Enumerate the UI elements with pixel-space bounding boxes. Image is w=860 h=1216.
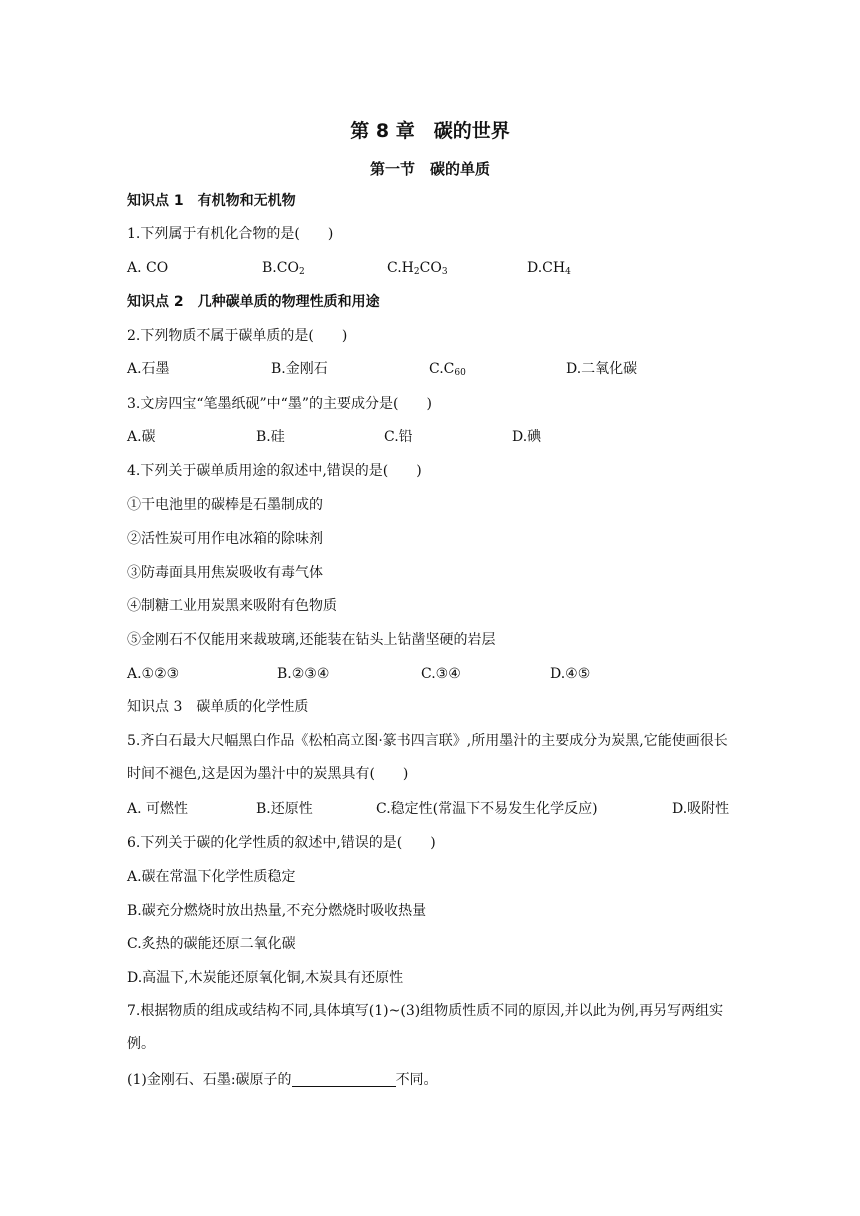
q3-option-b: B.硅	[256, 429, 285, 445]
q2-option-d: D.二氧化碳	[566, 361, 638, 377]
q4-statement: ⑤金刚石不仅能用来裁玻璃,还能装在钻头上钻凿坚硬的岩层	[127, 632, 496, 648]
question-4-stem: 4.下列关于碳单质用途的叙述中,错误的是( )	[127, 463, 422, 479]
q6-option-d: D.高温下,木炭能还原氧化铜,木炭具有还原性	[127, 970, 404, 986]
q6-option-c: C.炙热的碳能还原二氧化碳	[127, 936, 296, 952]
q4-statement: ②活性炭可用作电冰箱的除味剂	[127, 531, 323, 547]
question-5-stem: 5.齐白石最大尺幅黑白作品《松柏高立图·篆书四言联》,所用墨汁的主要成分为炭黑,它能使画很长时间不褪色,这是因为墨汁中的炭黑具有( )	[127, 733, 728, 782]
q3-option-a: A.碳	[127, 429, 156, 445]
q1-option-b: $B.CO_2$	[262, 260, 305, 277]
knowledge-point-3: 知识点 3 碳单质的化学性质	[127, 699, 309, 715]
q5-option-a: A. 可燃性	[127, 801, 189, 817]
q4-option-d: D.④⑤	[550, 666, 591, 682]
question-6-stem: 6.下列关于碳的化学性质的叙述中,错误的是( )	[127, 835, 436, 851]
knowledge-point-1: 知识点 1 有机物和无机物	[127, 193, 296, 209]
q4-statement: ④制糖工业用炭黑来吸附有色物质	[127, 598, 337, 614]
q5-option-d: D.吸附性	[672, 801, 730, 817]
q2-option-c: $C.C_{60}$	[429, 361, 466, 378]
q2-option-b: B.金刚石	[271, 361, 328, 377]
q4-statement: ①干电池里的碳棒是石墨制成的	[127, 497, 323, 513]
q4-statement: ③防毒面具用焦炭吸收有毒气体	[127, 565, 323, 581]
question-3-stem: 3.文房四宝“笔墨纸砚”中“墨”的主要成分是( )	[127, 396, 432, 412]
question-1-stem: 1.下列属于有机化合物的是( )	[127, 226, 334, 242]
q6-option-b: B.碳充分燃烧时放出热量,不充分燃烧时吸收热量	[127, 903, 427, 919]
q4-option-a: A.①②③	[127, 666, 180, 682]
q5-option-b: B.还原性	[256, 801, 313, 817]
q2-option-a: A.石墨	[127, 361, 170, 377]
question-2-stem: 2.下列物质不属于碳单质的是( )	[127, 328, 348, 344]
knowledge-point-2: 知识点 2 几种碳单质的物理性质和用途	[127, 294, 380, 310]
q6-option-a: A.碳在常温下化学性质稳定	[127, 869, 296, 885]
q3-option-c: C.铅	[384, 429, 413, 445]
section-title: 第一节 碳的单质	[369, 160, 490, 178]
q3-option-d: D.碘	[512, 429, 542, 445]
q1-option-a: A. CO	[127, 260, 169, 276]
answer-blank[interactable]	[292, 1072, 396, 1087]
q1-option-c: $C.H_2CO_3$	[387, 260, 448, 277]
question-7-stem: 7.根据物质的组成或结构不同,具体填写(1)~(3)组物质性质不同的原因,并以此为例,再另写两组实例。	[127, 1003, 724, 1052]
q1-option-d: $D.CH_4$	[527, 260, 571, 277]
chapter-title: 第 8 章 碳的世界	[350, 120, 510, 142]
q4-option-b: B.②③④	[277, 666, 330, 682]
q4-option-c: C.③④	[421, 666, 461, 682]
q5-option-c: C.稳定性(常温下不易发生化学反应)	[376, 801, 598, 817]
q7-part-1: (1)金刚石、石墨:碳原子的 不同。	[127, 1072, 438, 1088]
